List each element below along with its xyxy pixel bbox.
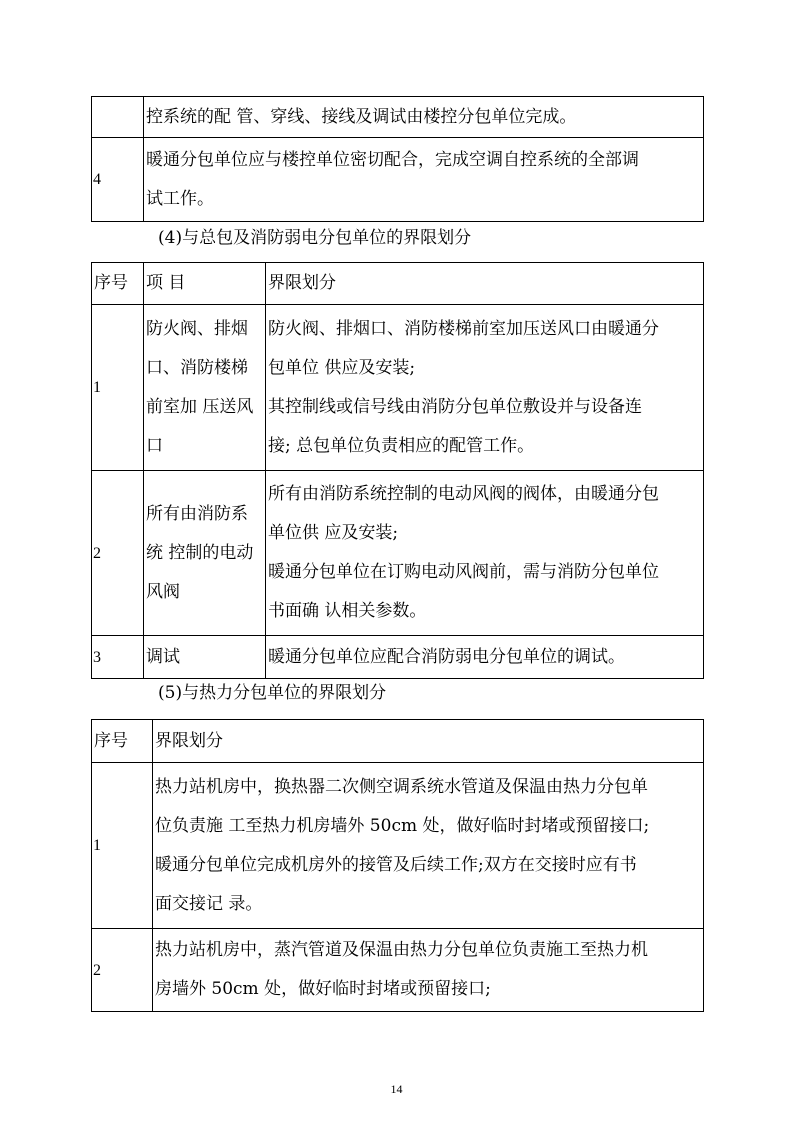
row-text — [153, 763, 704, 929]
table-row — [92, 763, 704, 929]
table-2 — [91, 262, 704, 679]
text-line: 试工作。 — [146, 188, 214, 209]
text-line: 热力站机房中，蒸汽管道及保温由热力分包单位负责施工至热力机 — [155, 940, 648, 960]
header-cell: 序号 — [92, 263, 144, 305]
table-row — [92, 471, 704, 636]
text-line: 房墙外 50cm 处，做好临时封堵或预留接口; — [155, 979, 491, 999]
text-line: 口、消防楼梯 — [146, 357, 248, 378]
row-item — [144, 471, 266, 636]
table-header-row — [92, 720, 704, 763]
table-3 — [91, 719, 704, 1012]
text-line: 口 — [146, 435, 163, 456]
row-text — [144, 138, 704, 222]
text-line: 统 控制的电动 — [146, 542, 254, 563]
text-line: 书面确 认相关参数。 — [268, 601, 427, 621]
text-line: 单位供 应及安装; — [268, 523, 399, 543]
text-line: 控系统的配 管、穿线、接线及调试由楼控分包单位完成。 — [146, 107, 577, 127]
row-number: 2 — [92, 471, 144, 636]
text-line: 防火阀、排烟口、消防楼梯前室加压送风口由暖通分 — [268, 318, 659, 339]
row-number: 3 — [92, 636, 144, 679]
text-line: 其控制线或信号线由消防分包单位敷设并与设备连 — [268, 396, 642, 417]
text-line: 所有由消防系 — [146, 503, 248, 524]
row-text — [266, 471, 704, 636]
header-cell: 界限划分 — [266, 263, 704, 305]
table-row — [92, 636, 704, 679]
text-line: 前室加 压送风 — [146, 396, 254, 417]
text-line: 位负责施 工至热力机房墙外 50cm 处，做好临时封堵或预留接口; — [155, 815, 650, 836]
text-line: 包单位 供应及安装; — [268, 357, 416, 378]
text-line: 热力站机房中，换热器二次侧空调系统水管道及保温由热力分包单 — [155, 776, 648, 797]
row-number — [92, 97, 144, 138]
row-text — [144, 97, 704, 138]
table-row — [92, 929, 704, 1012]
text-line: 暖通分包单位应配合消防弱电分包单位的调试。 — [268, 646, 625, 667]
text-line: 接; 总包单位负责相应的配管工作。 — [268, 435, 535, 456]
text-line: 暖通分包单位在订购电动风阀前，需与消防分包单位 — [268, 562, 659, 582]
text-line: 风阀 — [146, 581, 180, 602]
header-cell: 序号 — [92, 720, 153, 763]
text-line: 面交接记 录。 — [155, 893, 263, 914]
row-number: 1 — [92, 305, 144, 471]
table-header-row — [92, 263, 704, 305]
text-line: 所有由消防系统控制的电动风阀的阀体，由暖通分包 — [268, 484, 659, 504]
row-text — [266, 305, 704, 471]
page-number: 14 — [390, 1082, 403, 1096]
section-caption-5: (5)与热力分包单位的界限划分 — [158, 683, 387, 703]
row-number: 1 — [92, 763, 153, 929]
text-line: 暖通分包单位完成机房外的接管及后续工作;双方在交接时应有书 — [155, 854, 637, 875]
row-item — [144, 636, 266, 679]
row-item — [144, 305, 266, 471]
header-cell: 项 目 — [144, 263, 266, 305]
header-cell: 界限划分 — [153, 720, 704, 763]
text-line: 暖通分包单位应与楼控单位密切配合，完成空调自控系统的全部调 — [146, 149, 639, 170]
row-text — [153, 929, 704, 1012]
table-1 — [91, 96, 704, 222]
table-row — [92, 305, 704, 471]
section-caption-4: (4)与总包及消防弱电分包单位的界限划分 — [158, 228, 472, 248]
text-line: 调试 — [146, 646, 180, 667]
row-number: 4 — [92, 138, 144, 222]
table-row — [92, 97, 704, 138]
row-text — [266, 636, 704, 679]
row-number: 2 — [92, 929, 153, 1012]
table-row — [92, 138, 704, 222]
text-line: 防火阀、排烟 — [146, 318, 248, 339]
